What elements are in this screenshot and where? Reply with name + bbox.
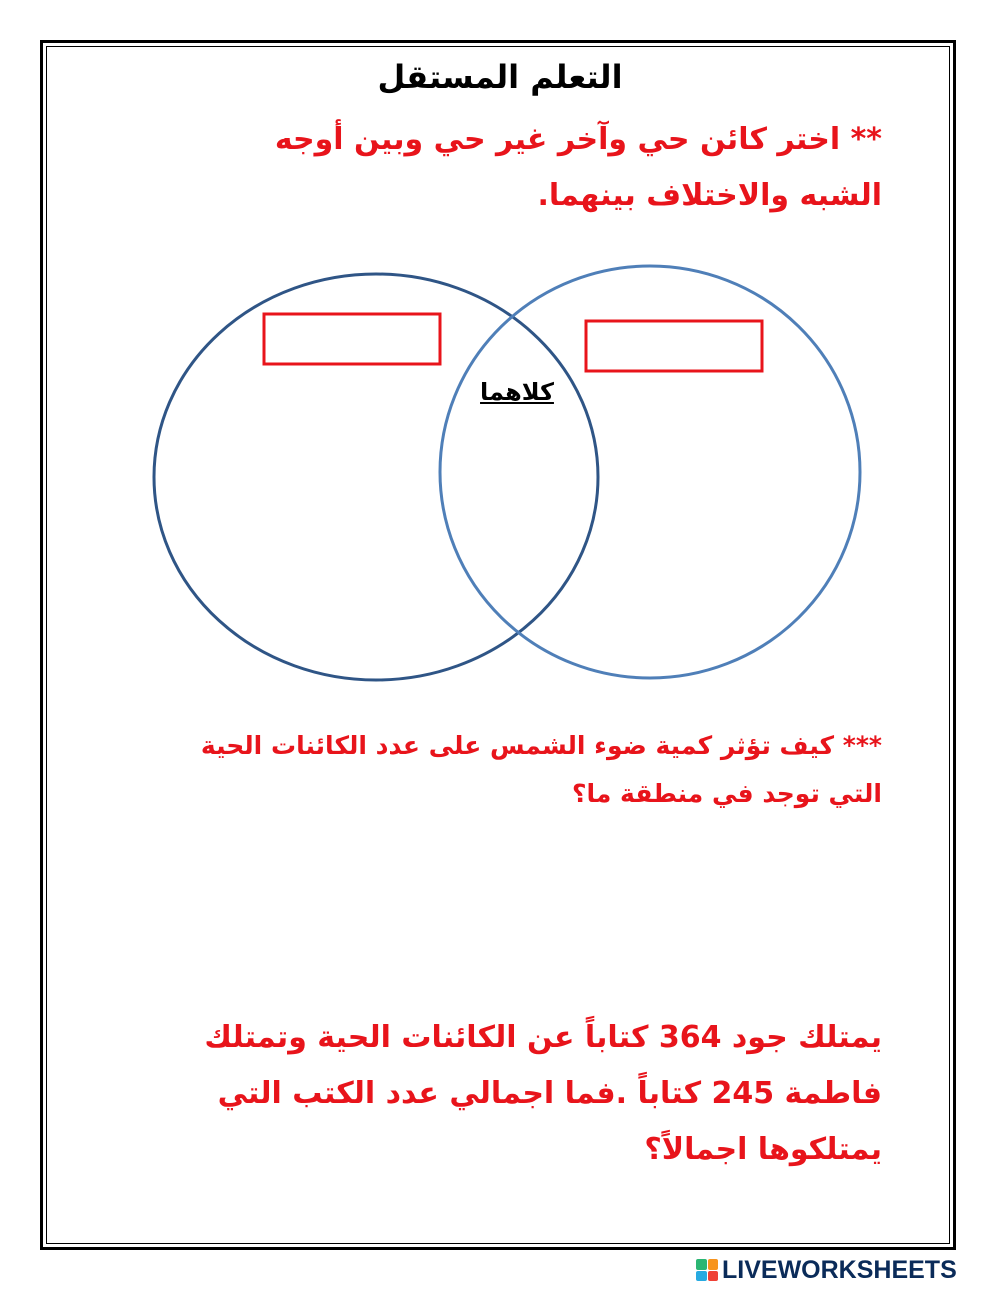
- liveworksheets-logo-icon: [696, 1259, 718, 1281]
- answer-box-right[interactable]: [586, 321, 762, 371]
- question-1-text: ** اختر كائن حي وآخر غير حي وبين أوجه الشبه والاختلاف بينهما.: [274, 122, 882, 213]
- worksheet-title: التعلم المستقل: [377, 58, 623, 96]
- answer-box-left[interactable]: [264, 314, 440, 364]
- liveworksheets-watermark: [696, 1255, 957, 1285]
- question-3-text: يمتلك جود 364 كتاباً عن الكائنات الحية وتمتلك فاطمة 245 كتاباً .فما اجمالي عدد الكتب التي يمتلكوها اجمالاً؟: [204, 1020, 882, 1167]
- question-2-text: *** كيف تؤثر كمية ضوء الشمس على عدد الكائنات الحية التي توجد في منطقة ما؟: [200, 731, 882, 808]
- watermark-text: LIVEWORKSHEETS: [722, 1255, 957, 1284]
- venn-both-label: كلاهما: [480, 378, 554, 406]
